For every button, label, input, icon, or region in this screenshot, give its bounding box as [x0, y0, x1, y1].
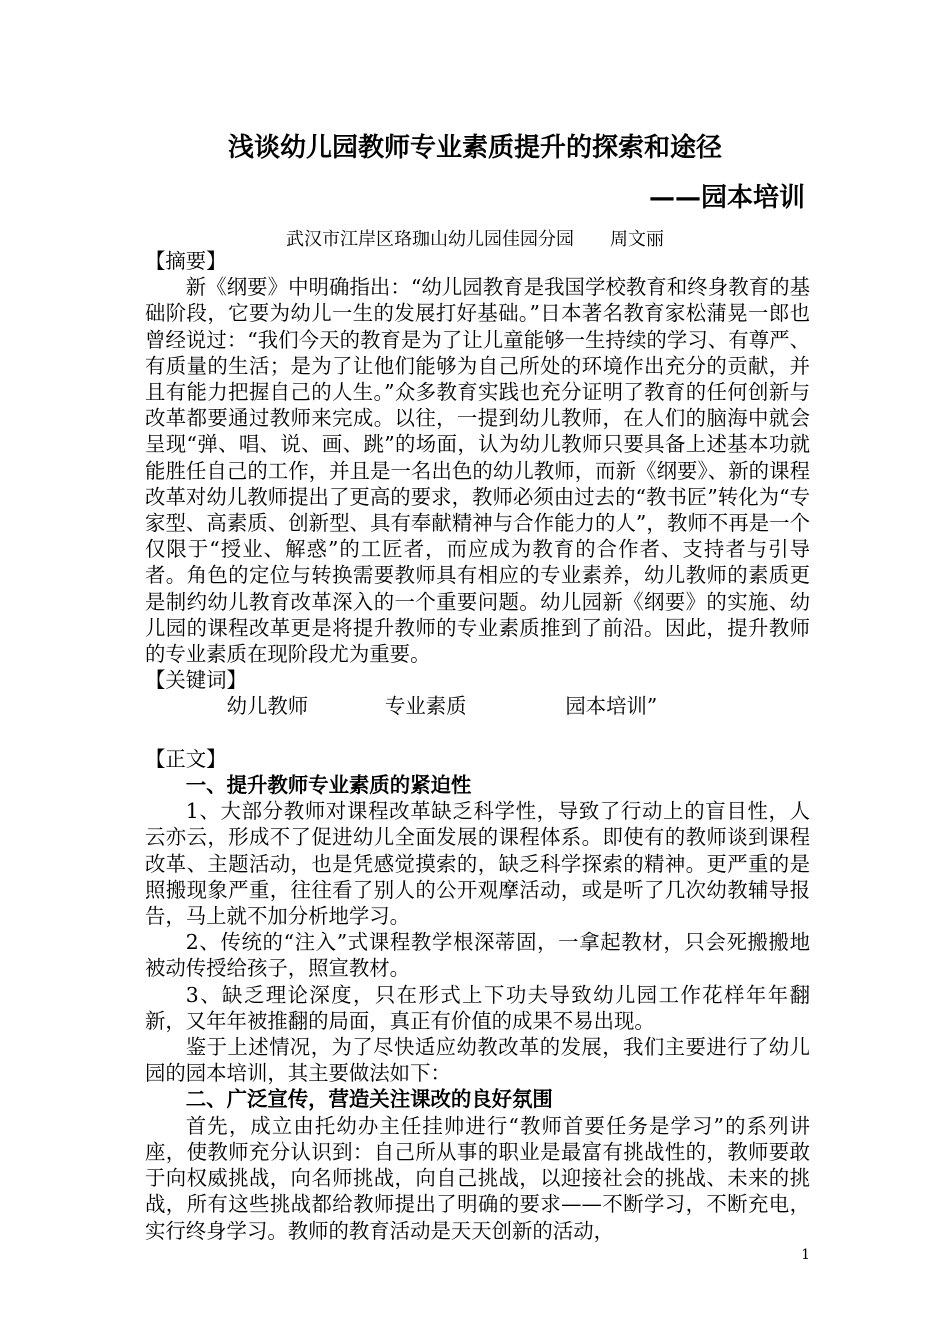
paragraph: 鉴于上述情况，为了尽快适应幼教改革的发展，我们主要进行了幼儿园的园本培训，其主要做法如下： [145, 1035, 810, 1086]
section-heading: 一、提升教师专业素质的紧迫性 [185, 773, 472, 798]
section-heading: 二、广泛宣传，营造关注课改的良好氛围 [185, 1087, 553, 1112]
abstract-paragraph: 新《纲要》中明确指出：“幼儿园教育是我国学校教育和终身教育的基础阶段，它要为幼儿一生的发展打好基础。”日本著名教育家松蒲晃一郎也曾经说过：“我们今天的教育是为了让儿童能够一生持续的学习、有尊严、有质量的生活；是为了让他们能够为自己所处的环境作出充分的贡献，并且有能力把握自己的人生。”众多教育实践也充分证明了教育的任何创新与改革都要通过教师来完成。以往，一提到幼儿教师，在人们的脑海中就会呈现“弹、唱、说、画、跳”的场面，认为幼儿教师只要具备上述基本功就能胜任自己的工作，并且是一名出色的幼儿教师，而新《纲要》、新的课程改革对幼儿教师提出了更高的要求，教师必须由过去的“教书匠”转化为“专家型、高素质、创新型、具有奉献精神与合作能力的人”，教师不再是一个仅限于“授业、解惑”的工匠者，而应成为教育的合作者、支持者与引导者。角色的定位与转换需要教师具有相应的专业素养，幼儿教师的素质更是制约幼儿教育改革深入的一个重要问题。幼儿园新《纲要》的实施、幼儿园的课程改革更是将提升教师的专业素质推到了前沿。因此，提升教师的专业素质在现阶段尤为重要。 [145, 275, 810, 667]
keywords-label: 【关键词】 [145, 668, 247, 693]
document-title: 浅谈幼儿园教师专业素质提升的探索和途径 [227, 133, 722, 163]
paragraph: 2、传统的“注入”式课程教学根深蒂固，一拿起教材，只会死搬搬地被动传授给孩子，照宣教材。 [145, 930, 810, 981]
keyword: 园本培训” [565, 694, 658, 719]
keywords-list [145, 693, 810, 719]
keyword: 专业素质 [384, 694, 467, 719]
paragraph: 1、大部分教师对课程改革缺乏科学性，导致了行动上的盲目性，人云亦云，形成不了促进幼儿全面发展的课程体系。即使有的教师谈到课程改革、主题活动，也是凭感觉摸索的，缺乏科学探索的精神。更严重的是照搬现象严重，往往看了别人的公开观摩活动，或是听了几次幼教辅导报告，马上就不加分析地学习。 [145, 799, 810, 929]
paragraph: 首先，成立由托幼办主任挂帅进行“教师首要任务是学习”的系列讲座，使教师充分认识到：自己所从事的职业是最富有挑战性的，教师要敢于向权威挑战，向名师挑战，向自己挑战，以迎接社会的挑战、未来的挑战，所有这些挑战都给教师提出了明确的要求——不断学习，不断充电，实行终身学习。教师的教育活动是天天创新的活动， [145, 1113, 810, 1243]
author-organization: 武汉市江岸区珞珈山幼儿园佳园分园 [286, 229, 574, 250]
paragraph: 3、缺乏理论深度，只在形式上下功夫导致幼儿园工作花样年年翻新，又年年被推翻的局面，真正有价值的成果不易出现。 [145, 982, 810, 1033]
author-name: 周文丽 [610, 229, 664, 250]
abstract-label: 【摘要】 [145, 249, 227, 273]
document-subtitle: ——园本培训 [648, 183, 805, 213]
keyword: 幼儿教师 [226, 694, 309, 719]
body-label: 【正文】 [145, 746, 227, 771]
page-number: 1 [801, 1247, 810, 1263]
document-body [145, 248, 810, 1244]
